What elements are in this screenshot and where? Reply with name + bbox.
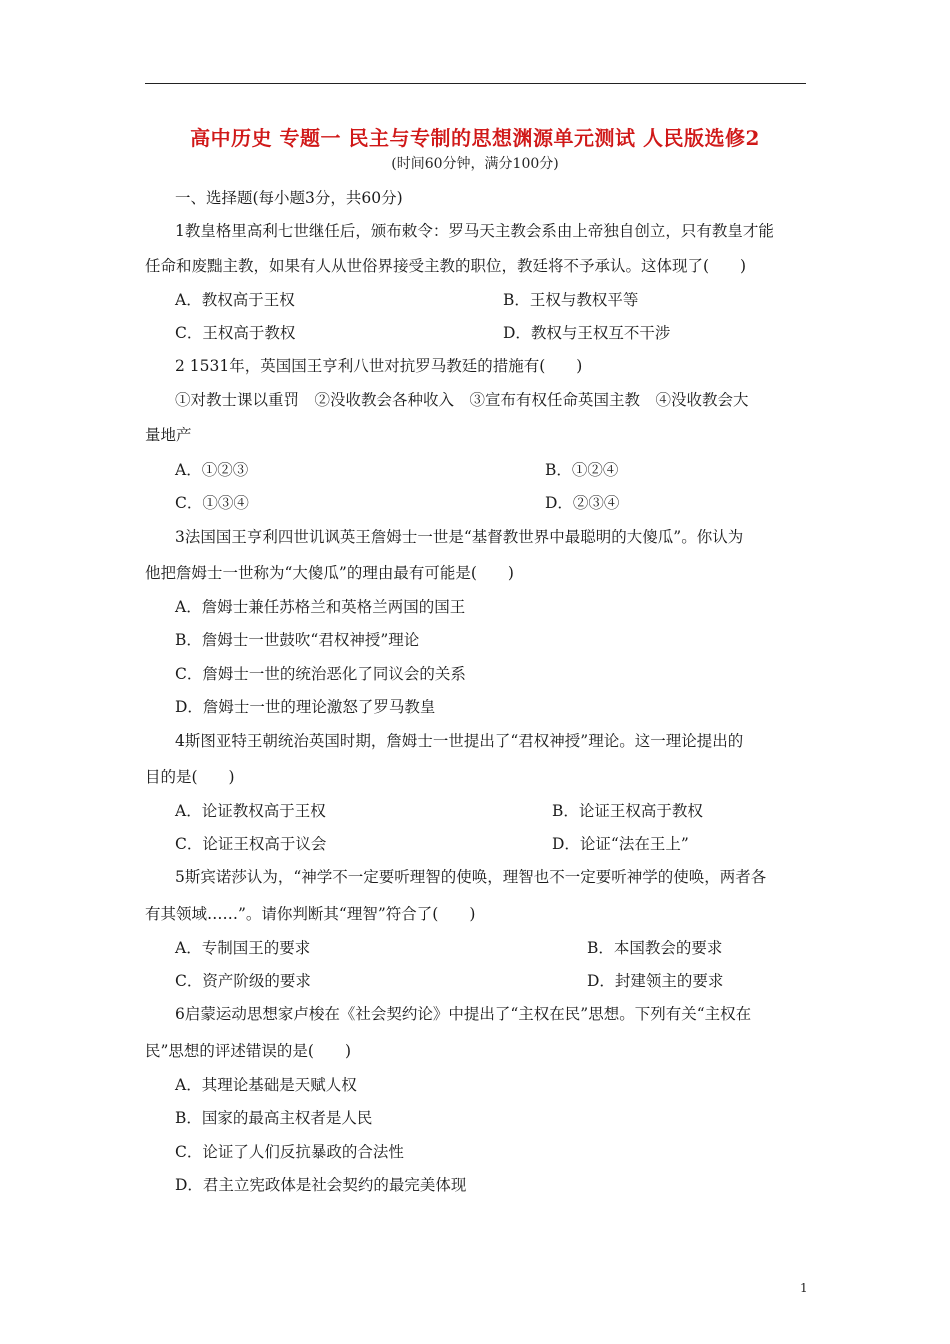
question-text: 任命和废黜主教，如果有人从世俗界接受主教的职位，教廷将不予承认。这体现了( ) [145,257,747,275]
option: A．专制国王的要求 [175,939,311,957]
option: D．封建领主的要求 [587,972,724,990]
question-text: 2 1531年，英国国王亨利八世对抗罗马教廷的措施有( ) [175,357,583,375]
option: B．本国教会的要求 [587,939,723,957]
option: B．论证王权高于教权 [552,802,703,820]
option: A．①②③ [175,461,249,479]
question-text: 1教皇格里高利七世继任后，颁布敕令：罗马天主教会系由上帝独自创立，只有教皇才能 [175,222,774,240]
option: C．论证了人们反抗暴政的合法性 [175,1143,404,1161]
question-text: 有其领域……”。请你判断其“理智”符合了( ) [145,905,476,923]
option: B．①②④ [545,461,619,479]
header-rule [145,83,806,84]
option: C．①③④ [175,494,249,512]
option: A．詹姆士兼任苏格兰和英格兰两国的国王 [175,598,466,616]
option: C．王权高于教权 [175,324,296,342]
option: D．论证“法在王上” [552,835,689,853]
option: B．王权与教权平等 [503,291,639,309]
question-text: 目的是( ) [145,768,235,786]
page-title: 高中历史 专题一 民主与专制的思想渊源单元测试 人民版选修2 [190,126,760,150]
question-text: 5斯宾诺莎认为，“神学不一定要听理智的使唤，理智也不一定要听神学的使唤，两者各 [175,868,767,886]
option: C．詹姆士一世的统治恶化了同议会的关系 [175,665,466,683]
question-text: 他把詹姆士一世称为“大傻瓜”的理由最有可能是( ) [145,564,514,582]
question-text: 量地产 [145,426,192,444]
option: A．论证教权高于王权 [175,802,326,820]
question-text: 3法国国王亨利四世讥讽英王詹姆士一世是“基督教世界中最聪明的大傻瓜”。你认为 [175,528,744,546]
option: D．詹姆士一世的理论激怒了罗马教皇 [175,698,436,716]
question-text: 民”思想的评述错误的是( ) [145,1042,352,1060]
option: A．其理论基础是天赋人权 [175,1076,357,1094]
option: B．国家的最高主权者是人民 [175,1109,373,1127]
option: B．詹姆士一世鼓吹“君权神授”理论 [175,631,420,649]
option: A．教权高于王权 [175,291,295,309]
exam-info: (时间60分钟，满分100分) [391,156,559,172]
question-text: 6启蒙运动思想家卢梭在《社会契约论》中提出了“主权在民”思想。下列有关“主权在 [175,1005,752,1023]
section-heading: 一、选择题(每小题3分，共60分) [175,189,403,207]
option: D．②③④ [545,494,620,512]
option: C．资产阶级的要求 [175,972,311,990]
option: D．教权与王权互不干涉 [503,324,671,342]
option: C．论证王权高于议会 [175,835,327,853]
page-number: 1 [800,1281,808,1295]
question-text: 4斯图亚特王朝统治英国时期，詹姆士一世提出了“君权神授”理论。这一理论提出的 [175,732,744,750]
question-text: ①对教士课以重罚 ②没收教会各种收入 ③宣布有权任命英国主教 ④没收教会大 [175,391,749,409]
option: D．君主立宪政体是社会契约的最完美体现 [175,1176,467,1194]
